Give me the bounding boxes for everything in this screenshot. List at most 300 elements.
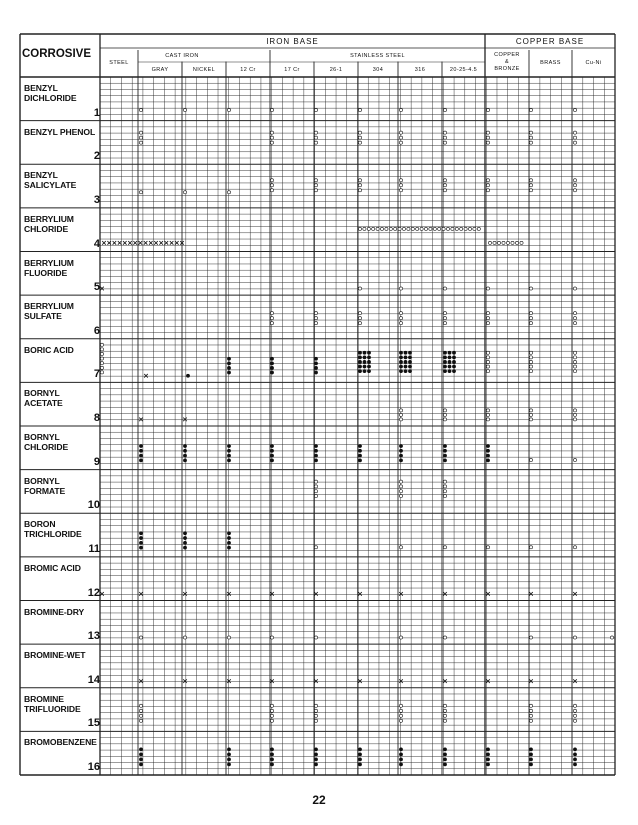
open-dot-mark xyxy=(573,322,576,325)
open-dot-mark xyxy=(443,136,446,139)
open-dot-mark xyxy=(529,317,532,320)
open-dot-mark xyxy=(573,356,576,359)
open-dot-mark xyxy=(139,141,142,144)
open-dot-mark xyxy=(314,189,317,192)
open-dot-mark xyxy=(486,413,489,416)
filled-dot-mark xyxy=(399,753,402,756)
open-dot-mark xyxy=(486,356,489,359)
row-number: 11 xyxy=(88,542,100,555)
filled-dot-mark xyxy=(270,753,273,756)
filled-dot-mark xyxy=(270,459,273,462)
x-mark xyxy=(144,374,148,378)
header-316: 316 xyxy=(414,67,426,73)
row-number: 14 xyxy=(87,673,100,686)
open-dot-mark xyxy=(270,719,273,722)
open-dot-mark xyxy=(399,312,402,315)
row-number: 3 xyxy=(93,193,100,206)
open-dot-mark xyxy=(443,490,446,493)
filled-dot-mark xyxy=(448,360,451,363)
open-dot-mark xyxy=(486,317,489,320)
filled-dot-mark xyxy=(443,763,446,766)
open-dot-mark xyxy=(424,227,427,230)
filled-dot-mark xyxy=(452,360,455,363)
header-lines xyxy=(20,34,615,775)
filled-dot-mark xyxy=(404,356,407,359)
open-dot-mark xyxy=(573,636,576,639)
x-mark xyxy=(165,241,169,245)
open-dot-mark xyxy=(573,719,576,722)
filled-dot-mark xyxy=(314,748,317,751)
x-mark xyxy=(270,679,274,683)
filled-dot-mark xyxy=(443,449,446,452)
filled-dot-mark xyxy=(314,449,317,452)
open-dot-mark xyxy=(455,227,458,230)
open-dot-mark xyxy=(438,227,441,230)
open-dot-mark xyxy=(270,709,273,712)
filled-dot-mark xyxy=(227,366,230,369)
filled-dot-mark xyxy=(404,351,407,354)
filled-dot-mark xyxy=(227,454,230,457)
open-dot-mark xyxy=(399,485,402,488)
x-mark xyxy=(358,592,362,596)
open-dot-mark xyxy=(502,241,505,244)
open-dot-mark xyxy=(270,317,273,320)
open-dot-mark xyxy=(398,227,401,230)
open-dot-mark xyxy=(399,189,402,192)
open-dot-mark xyxy=(610,636,613,639)
open-dot-mark xyxy=(486,136,489,139)
x-mark xyxy=(227,679,231,683)
filled-dot-mark xyxy=(486,444,489,447)
filled-dot-mark xyxy=(573,758,576,761)
open-dot-mark xyxy=(399,287,402,290)
open-dot-mark xyxy=(270,184,273,187)
filled-dot-mark xyxy=(399,351,402,354)
x-mark xyxy=(144,241,148,245)
filled-dot-mark xyxy=(139,449,142,452)
open-dot-mark xyxy=(443,141,446,144)
x-mark xyxy=(486,592,490,596)
filled-dot-mark xyxy=(452,351,455,354)
open-dot-mark xyxy=(529,370,532,373)
open-dot-mark xyxy=(573,351,576,354)
open-dot-mark xyxy=(389,227,392,230)
x-mark xyxy=(399,679,403,683)
open-dot-mark xyxy=(363,227,366,230)
filled-dot-mark xyxy=(443,459,446,462)
open-dot-mark xyxy=(529,322,532,325)
filled-dot-mark xyxy=(139,763,142,766)
open-dot-mark xyxy=(407,227,410,230)
row-number: 4 xyxy=(93,237,100,250)
row-number: 16 xyxy=(87,761,100,773)
open-dot-mark xyxy=(573,709,576,712)
open-dot-mark xyxy=(416,227,419,230)
open-dot-mark xyxy=(443,312,446,315)
filled-dot-mark xyxy=(399,356,402,359)
open-dot-mark xyxy=(443,131,446,134)
row-number: 10 xyxy=(87,499,100,512)
open-dot-mark xyxy=(515,241,518,244)
open-dot-mark xyxy=(399,179,402,182)
open-dot-mark xyxy=(443,409,446,412)
x-mark xyxy=(227,592,231,596)
corrosive-name: BERRYLIUM FLUORIDE xyxy=(24,257,74,278)
open-dot-mark xyxy=(314,485,317,488)
open-dot-mark xyxy=(486,179,489,182)
open-dot-mark xyxy=(529,719,532,722)
open-dot-mark xyxy=(443,636,446,639)
x-mark xyxy=(573,592,577,596)
open-dot-mark xyxy=(399,409,402,412)
grid-lines xyxy=(20,34,615,775)
filled-dot-mark xyxy=(367,360,370,363)
filled-dot-mark xyxy=(227,541,230,544)
filled-dot-mark xyxy=(529,758,532,761)
open-dot-mark xyxy=(486,131,489,134)
open-dot-mark xyxy=(443,546,446,549)
open-dot-mark xyxy=(183,191,186,194)
filled-dot-mark xyxy=(314,366,317,369)
filled-dot-mark xyxy=(408,365,411,368)
open-dot-mark xyxy=(372,227,375,230)
open-dot-mark xyxy=(468,227,471,230)
filled-dot-mark xyxy=(186,374,189,377)
open-dot-mark xyxy=(529,189,532,192)
x-mark xyxy=(529,592,533,596)
open-dot-mark xyxy=(358,108,361,111)
open-dot-mark xyxy=(573,418,576,421)
x-mark xyxy=(175,241,179,245)
header-304: 304 xyxy=(372,67,384,73)
filled-dot-mark xyxy=(367,370,370,373)
header-copper-bronze-1: COPPER xyxy=(494,52,520,58)
filled-dot-mark xyxy=(139,753,142,756)
x-mark xyxy=(113,241,117,245)
corrosive-name: BROMINE TRIFLUORIDE xyxy=(24,693,81,714)
x-mark xyxy=(399,592,403,596)
filled-dot-mark xyxy=(314,371,317,374)
filled-dot-mark xyxy=(443,454,446,457)
filled-dot-mark xyxy=(399,758,402,761)
filled-dot-mark xyxy=(227,362,230,365)
open-dot-mark xyxy=(486,351,489,354)
open-dot-mark xyxy=(399,480,402,483)
filled-dot-mark xyxy=(363,370,366,373)
filled-dot-mark xyxy=(270,748,273,751)
open-dot-mark xyxy=(227,636,230,639)
corrosive-column-title: CORROSIVE xyxy=(22,48,92,60)
filled-dot-mark xyxy=(448,365,451,368)
filled-dot-mark xyxy=(139,758,142,761)
filled-dot-mark xyxy=(404,360,407,363)
open-dot-mark xyxy=(529,141,532,144)
open-dot-mark xyxy=(473,227,476,230)
filled-dot-mark xyxy=(227,763,230,766)
open-dot-mark xyxy=(486,370,489,373)
open-dot-mark xyxy=(358,312,361,315)
open-dot-mark xyxy=(314,494,317,497)
open-dot-mark xyxy=(443,709,446,712)
open-dot-mark xyxy=(358,322,361,325)
open-dot-mark xyxy=(486,365,489,368)
filled-dot-mark xyxy=(183,536,186,539)
open-dot-mark xyxy=(314,719,317,722)
open-dot-mark xyxy=(399,136,402,139)
open-dot-mark xyxy=(399,709,402,712)
open-dot-mark xyxy=(100,352,103,355)
x-mark xyxy=(443,592,447,596)
open-dot-mark xyxy=(451,227,454,230)
open-dot-mark xyxy=(358,227,361,230)
open-dot-mark xyxy=(443,418,446,421)
filled-dot-mark xyxy=(139,454,142,457)
open-dot-mark xyxy=(529,356,532,359)
open-dot-mark xyxy=(529,704,532,707)
open-dot-mark xyxy=(573,136,576,139)
x-mark xyxy=(100,287,104,291)
filled-dot-mark xyxy=(443,365,446,368)
open-dot-mark xyxy=(270,131,273,134)
filled-dot-mark xyxy=(270,444,273,447)
header-copper-base: COPPER BASE xyxy=(515,37,585,46)
corrosive-name: BORNYL FORMATE xyxy=(24,475,66,496)
filled-dot-mark xyxy=(363,351,366,354)
corrosive-name: BORNYL ACETATE xyxy=(24,388,63,409)
header-brass: BRASS xyxy=(540,60,561,66)
open-dot-mark xyxy=(411,227,414,230)
corrosive-name: BERRYLIUM CHLORIDE xyxy=(24,213,74,234)
open-dot-mark xyxy=(573,413,576,416)
open-dot-mark xyxy=(443,179,446,182)
open-dot-mark xyxy=(443,485,446,488)
open-dot-mark xyxy=(529,365,532,368)
header-12cr: 12 Cr xyxy=(240,67,256,73)
corrosive-name: BENZYL PHENOL xyxy=(24,126,96,137)
filled-dot-mark xyxy=(358,449,361,452)
x-mark xyxy=(529,679,533,683)
header-nickel: NICKEL xyxy=(192,67,216,73)
header-stainless-steel: STAINLESS STEEL xyxy=(350,53,405,59)
open-dot-mark xyxy=(506,241,509,244)
open-dot-mark xyxy=(139,719,142,722)
open-dot-mark xyxy=(399,714,402,717)
open-dot-mark xyxy=(429,227,432,230)
x-mark xyxy=(102,241,106,245)
open-dot-mark xyxy=(227,191,230,194)
filled-dot-mark xyxy=(573,763,576,766)
filled-dot-mark xyxy=(399,365,402,368)
corrosive-name: BORIC ACID xyxy=(24,344,74,355)
filled-dot-mark xyxy=(358,370,361,373)
filled-dot-mark xyxy=(358,763,361,766)
filled-dot-mark xyxy=(183,454,186,457)
header-iron-base: IRON BASE xyxy=(266,37,319,46)
open-dot-mark xyxy=(399,108,402,111)
filled-dot-mark xyxy=(358,444,361,447)
filled-dot-mark xyxy=(399,370,402,373)
open-dot-mark xyxy=(139,191,142,194)
open-dot-mark xyxy=(573,184,576,187)
filled-dot-mark xyxy=(270,454,273,457)
filled-dot-mark xyxy=(139,541,142,544)
open-dot-mark xyxy=(529,714,532,717)
filled-dot-mark xyxy=(573,753,576,756)
x-mark xyxy=(139,679,143,683)
filled-dot-mark xyxy=(486,454,489,457)
open-dot-mark xyxy=(443,494,446,497)
row-number: 1 xyxy=(93,106,100,119)
open-dot-mark xyxy=(100,343,103,346)
filled-dot-mark xyxy=(270,366,273,369)
open-dot-mark xyxy=(314,480,317,483)
open-dot-mark xyxy=(314,141,317,144)
open-dot-mark xyxy=(529,131,532,134)
filled-dot-mark xyxy=(399,449,402,452)
open-dot-mark xyxy=(314,317,317,320)
open-dot-mark xyxy=(314,322,317,325)
open-dot-mark xyxy=(270,714,273,717)
open-dot-mark xyxy=(573,704,576,707)
filled-dot-mark xyxy=(367,356,370,359)
filled-dot-mark xyxy=(314,357,317,360)
filled-dot-mark xyxy=(408,370,411,373)
open-dot-mark xyxy=(486,141,489,144)
open-dot-mark xyxy=(443,184,446,187)
header-20-25-4-5: 20-25-4.5 xyxy=(449,67,478,73)
open-dot-mark xyxy=(529,360,532,363)
x-mark xyxy=(183,592,187,596)
open-dot-mark xyxy=(529,136,532,139)
filled-dot-mark xyxy=(448,351,451,354)
open-dot-mark xyxy=(358,131,361,134)
open-dot-mark xyxy=(573,312,576,315)
corrosive-name: BENZYL SALICYLATE xyxy=(24,170,77,191)
filled-dot-mark xyxy=(486,449,489,452)
filled-dot-mark xyxy=(139,459,142,462)
filled-dot-mark xyxy=(314,454,317,457)
filled-dot-mark xyxy=(404,370,407,373)
header-copper-bronze-3: BRONZE xyxy=(494,66,520,72)
open-dot-mark xyxy=(139,131,142,134)
open-dot-mark xyxy=(486,189,489,192)
open-dot-mark xyxy=(477,227,480,230)
open-dot-mark xyxy=(314,704,317,707)
open-dot-mark xyxy=(443,322,446,325)
open-dot-mark xyxy=(486,546,489,549)
filled-dot-mark xyxy=(227,532,230,535)
open-dot-mark xyxy=(394,227,397,230)
filled-dot-mark xyxy=(227,444,230,447)
filled-dot-mark xyxy=(486,758,489,761)
open-dot-mark xyxy=(376,227,379,230)
open-dot-mark xyxy=(385,227,388,230)
filled-dot-mark xyxy=(399,459,402,462)
open-dot-mark xyxy=(573,179,576,182)
filled-dot-mark xyxy=(448,370,451,373)
open-dot-mark xyxy=(270,636,273,639)
row-number: 6 xyxy=(93,324,100,337)
filled-dot-mark xyxy=(139,532,142,535)
open-dot-mark xyxy=(529,312,532,315)
filled-dot-mark xyxy=(270,758,273,761)
filled-dot-mark xyxy=(270,449,273,452)
open-dot-mark xyxy=(520,241,523,244)
open-dot-mark xyxy=(573,108,576,111)
open-dot-mark xyxy=(100,348,103,351)
filled-dot-mark xyxy=(452,356,455,359)
open-dot-mark xyxy=(314,131,317,134)
x-mark xyxy=(118,241,122,245)
open-dot-mark xyxy=(314,108,317,111)
open-dot-mark xyxy=(443,108,446,111)
x-mark xyxy=(123,241,127,245)
filled-dot-mark xyxy=(486,753,489,756)
filled-dot-mark xyxy=(183,444,186,447)
open-dot-mark xyxy=(139,709,142,712)
open-dot-mark xyxy=(399,494,402,497)
open-dot-mark xyxy=(399,704,402,707)
open-dot-mark xyxy=(270,189,273,192)
open-dot-mark xyxy=(529,108,532,111)
open-dot-mark xyxy=(314,136,317,139)
open-dot-mark xyxy=(399,546,402,549)
open-dot-mark xyxy=(100,366,103,369)
test-result-marks xyxy=(100,108,613,766)
filled-dot-mark xyxy=(443,444,446,447)
x-mark xyxy=(107,241,111,245)
open-dot-mark xyxy=(270,704,273,707)
filled-dot-mark xyxy=(139,444,142,447)
open-dot-mark xyxy=(367,227,370,230)
filled-dot-mark xyxy=(408,356,411,359)
open-dot-mark xyxy=(443,189,446,192)
filled-dot-mark xyxy=(529,748,532,751)
filled-dot-mark xyxy=(358,365,361,368)
open-dot-mark xyxy=(399,131,402,134)
header-gray: GRAY xyxy=(151,67,169,73)
open-dot-mark xyxy=(486,312,489,315)
open-dot-mark xyxy=(493,241,496,244)
open-dot-mark xyxy=(497,241,500,244)
filled-dot-mark xyxy=(314,758,317,761)
filled-dot-mark xyxy=(486,748,489,751)
open-dot-mark xyxy=(270,141,273,144)
filled-dot-mark xyxy=(227,357,230,360)
open-dot-mark xyxy=(443,413,446,416)
page-number: 22 xyxy=(312,793,326,807)
open-dot-mark xyxy=(573,714,576,717)
open-dot-mark xyxy=(358,184,361,187)
filled-dot-mark xyxy=(443,370,446,373)
filled-dot-mark xyxy=(399,748,402,751)
open-dot-mark xyxy=(420,227,423,230)
filled-dot-mark xyxy=(529,753,532,756)
corrosive-name: BENZYL DICHLORIDE xyxy=(24,83,77,103)
filled-dot-mark xyxy=(183,532,186,535)
corrosive-name: BROMINE-DRY xyxy=(24,606,85,617)
open-dot-mark xyxy=(573,458,576,461)
corrosive-name: BROMOBENZENE xyxy=(24,737,97,748)
open-dot-mark xyxy=(270,136,273,139)
open-dot-mark xyxy=(464,227,467,230)
filled-dot-mark xyxy=(408,351,411,354)
header-cast-iron: CAST IRON xyxy=(165,53,199,59)
open-dot-mark xyxy=(442,227,445,230)
filled-dot-mark xyxy=(183,449,186,452)
open-dot-mark xyxy=(399,141,402,144)
open-dot-mark xyxy=(529,418,532,421)
